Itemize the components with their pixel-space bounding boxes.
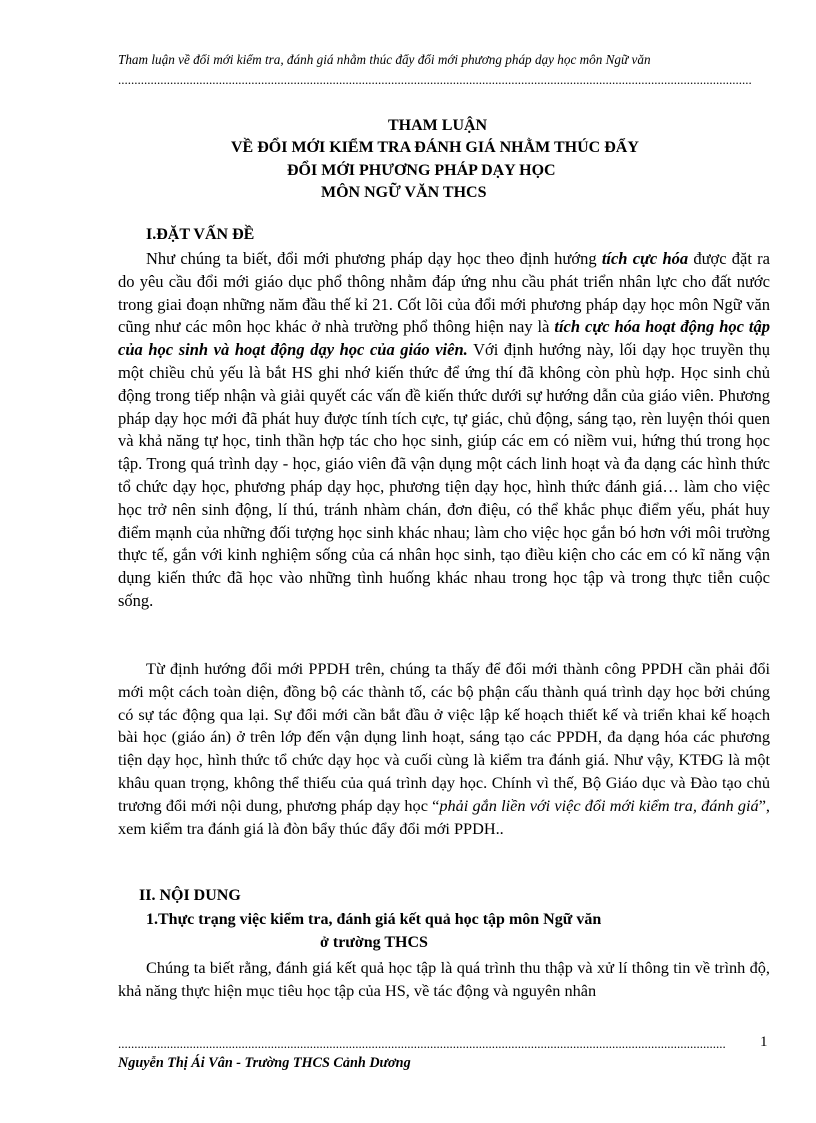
section-1-heading: I.ĐẶT VẤN ĐỀ (146, 226, 255, 243)
subsection-heading-line-1: 1.Thực trạng việc kiểm tra, đánh giá kết quả học tập môn Ngữ văn (146, 911, 602, 928)
section-1-paragraph-1: Như chúng ta biết, đổi mới phương pháp dạy học theo định hướng tích cực hóa được đặt ra do yêu cầu đổi mới giáo dục phổ thông nhằm đáp ứng nhu cầu phát triển nhân lực cho đất nước trong giai đoạn những năm đầu thế kỉ 21. Cốt lõi của đổi mới phương pháp dạy học môn Ngữ văn cũng như các môn học khác ở nhà trường phổ thông hiện nay là tích cực hóa hoạt động học tập của học sinh và hoạt động dạy học của giáo viên. Với định hướng này, lối dạy học truyền thụ một chiều chủ yếu là bắt HS ghi nhớ kiến thức để ứng thí đã không còn phù hợp. Học sinh chủ động trong tiếp nhận và giải quyết các vấn đề kiến thức dưới sự hướng dẫn của giáo viên. Phương pháp dạy học mới đã phát huy được tính tích cực, tự giác, chủ động, sáng tạo, rèn luyện thói quen và khả năng tự học, tinh thần hợp tác cho học sinh, giúp các em có niềm vui, hứng thú trong học tập. Trong quá trình dạy - học, giáo viên đã vận dụng một cách linh hoạt và đa dạng các hình thức tổ chức dạy học, phương pháp dạy học, phương tiện dạy học, hình thức đánh giá… làm cho việc học trở nên sinh động, lí thú, tránh nhàm chán, đơn điệu, có thể khắc phục điểm yếu, phát huy điểm mạnh của những đối tượng học sinh khác nhau; làm cho việc học gắn bó hơn với môi trường thực tế, gắn với kinh nghiệm sống của cá nhân học sinh, tạo điều kiện cho các em có kĩ năng vận dụng kiến thức đã học vào những tình huống khác nhau trong học tập và trong thực tiễn cuộc sống. (118, 249, 771, 610)
section-1-paragraph-2: Từ định hướng đổi mới PPDH trên, chúng ta thấy để đổi mới thành công PPDH cần phải đổi mới một cách toàn diện, đồng bộ các thành tố, các bộ phận cấu thành quá trình dạy học bởi chúng có sự tác động qua lại. Sự đổi mới cần bắt đầu ở việc lập kế hoạch thiết kế và triển khai kế hoạch bài học (giáo án) ở trên lớp đến vận dụng linh hoạt, sáng tạo các PPDH, đa dạng hóa các phương tiện dạy học, hình thức tổ chức dạy học và cuối cùng là kiểm tra đánh giá. Như vậy, KTĐG là một khâu quan trọng, không thể thiếu của quá trình dạy học. Chính vì thế, Bộ Giáo dục và Đào tạo chủ trương đổi mới nội dung, phương pháp dạy học “phải gắn liền với việc đổi mới kiểm tra, đánh giá”, xem kiểm tra đánh giá là đòn bẩy thúc đẩy đổi mới PPDH.. (118, 659, 770, 838)
section-2-paragraph-1: Chúng ta biết rằng, đánh giá kết quả học tập là quá trình thu thập và xử lí thông tin về trình độ, khả năng thực hiện mục tiêu học tập của HS, về tác động và nguyên nhân (118, 958, 770, 1000)
header-dotted-line: ................................................................................................................................................................................................... (118, 72, 752, 87)
subsection-heading-line-2: ở trường THCS (320, 934, 428, 951)
section-2-heading: II. NỘI DUNG (139, 887, 241, 904)
running-footer-author: Nguyễn Thị Ái Vân - Trường THCS Cảnh Dương (118, 1055, 411, 1071)
running-header: Tham luận về đổi mới kiểm tra, đánh giá nhằm thúc đẩy đổi mới phương pháp dạy học môn Ngữ văn (118, 52, 651, 67)
page-number: 1 (760, 1034, 768, 1050)
footer-dotted-line: ........................................................................................................................................................................................... (118, 1036, 726, 1051)
